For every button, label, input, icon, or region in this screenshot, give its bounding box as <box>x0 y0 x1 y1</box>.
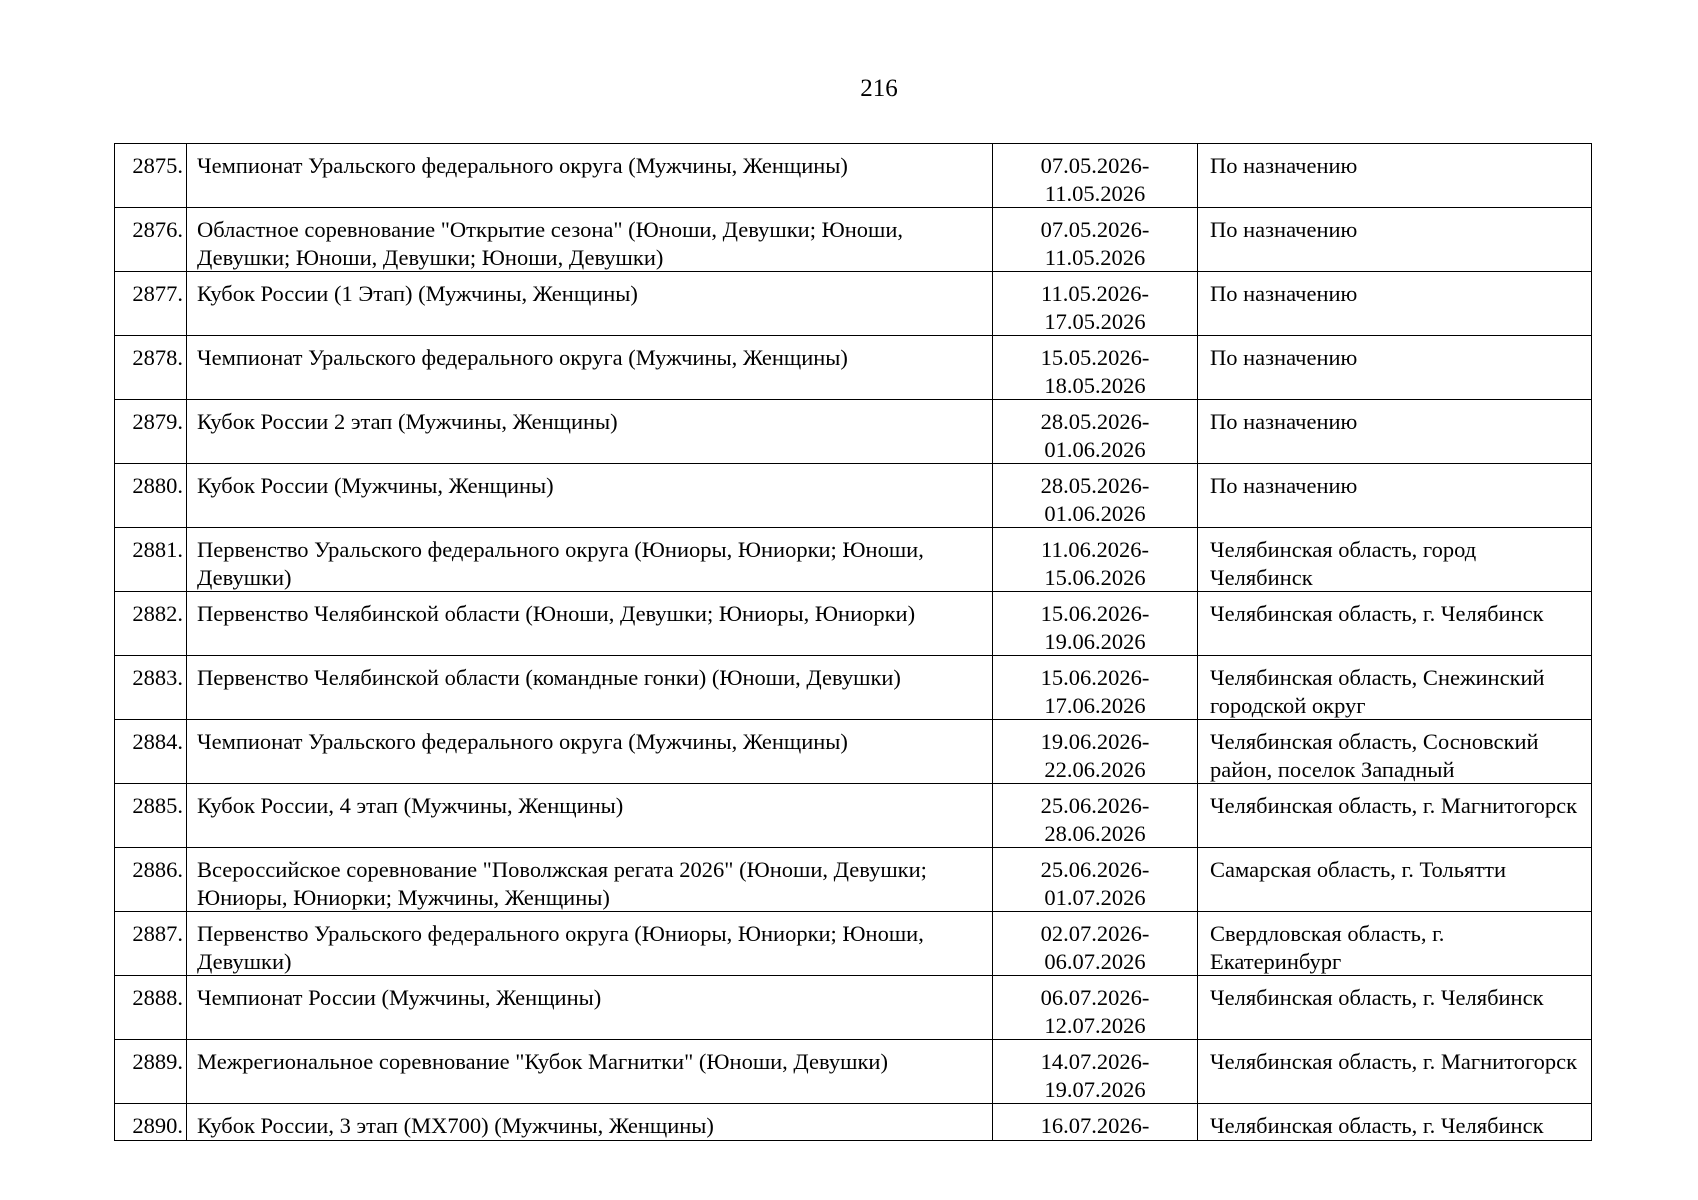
event-dates-cell <box>993 336 1198 400</box>
date-start: 11.05.2026- <box>1041 281 1149 306</box>
table-row <box>115 656 1592 720</box>
date-end: 11.05.2026 <box>1044 180 1146 206</box>
table-row <box>115 848 1592 912</box>
event-dates-cell <box>993 208 1198 272</box>
event-name-cell: Чемпионат России (Мужчины, Женщины) <box>187 976 993 1040</box>
table-row <box>115 720 1592 784</box>
event-name-cell: Кубок России 2 этап (Мужчины, Женщины) <box>187 400 993 464</box>
date-end: 15.06.2026 <box>1044 564 1146 590</box>
table-row <box>115 528 1592 592</box>
event-dates-cell <box>993 1040 1198 1104</box>
event-name-cell: Кубок России, 3 этап (MX700) (Мужчины, Женщины) <box>187 1104 993 1141</box>
table-row <box>115 912 1592 976</box>
events-table <box>114 143 1592 1141</box>
event-dates-cell <box>993 784 1198 848</box>
table-row <box>115 272 1592 336</box>
event-name-cell: Первенство Челябинской области (командные гонки) (Юноши, Девушки) <box>187 656 993 720</box>
date-end: 22.06.2026 <box>1044 756 1146 782</box>
event-place-cell: Самарская область, г. Тольятти <box>1198 848 1592 912</box>
event-dates-cell <box>993 592 1198 656</box>
event-dates-cell <box>993 656 1198 720</box>
event-name-cell: Первенство Уральского федерального округа (Юниоры, Юниорки; Юноши, Девушки) <box>187 912 993 976</box>
date-start: 16.07.2026- <box>1040 1113 1150 1138</box>
event-place-cell: По назначению <box>1198 464 1592 528</box>
event-place-cell: Челябинская область, Снежинский городской округ <box>1198 656 1592 720</box>
row-number-cell: 2888. <box>115 976 187 1040</box>
row-number-cell: 2876. <box>115 208 187 272</box>
date-end: 06.07.2026 <box>1044 948 1146 974</box>
event-name-cell: Областное соревнование "Открытие сезона" (Юноши, Девушки; Юноши, Девушки; Юноши, Девушки; Юноши, Девушки) <box>187 208 993 272</box>
date-end: 17.05.2026 <box>1044 308 1146 334</box>
event-place-cell: Челябинская область, г. Магнитогорск <box>1198 1040 1592 1104</box>
date-start: 06.07.2026- <box>1040 985 1150 1010</box>
event-name-cell: Кубок России (Мужчины, Женщины) <box>187 464 993 528</box>
event-place-cell: Челябинская область, город Челябинск <box>1198 528 1592 592</box>
date-end: 01.07.2026 <box>1044 884 1146 910</box>
event-dates-cell <box>993 144 1198 208</box>
event-place-cell: Челябинская область, г. Челябинск <box>1198 1104 1592 1141</box>
row-number-cell: 2889. <box>115 1040 187 1104</box>
row-number-cell: 2880. <box>115 464 187 528</box>
date-end: 11.05.2026 <box>1044 244 1146 270</box>
table-row <box>115 400 1592 464</box>
event-dates-cell <box>993 848 1198 912</box>
date-end: 18.05.2026 <box>1044 372 1146 398</box>
event-place-cell: По назначению <box>1198 144 1592 208</box>
row-number-cell: 2881. <box>115 528 187 592</box>
event-dates-cell <box>993 528 1198 592</box>
date-end: 28.06.2026 <box>1044 820 1146 846</box>
date-start: 02.07.2026- <box>1040 921 1150 946</box>
row-number-cell: 2886. <box>115 848 187 912</box>
events-table-body <box>115 144 1592 1141</box>
event-place-cell: Челябинская область, Сосновский район, поселок Западный <box>1198 720 1592 784</box>
table-row <box>115 592 1592 656</box>
event-dates-cell <box>993 1104 1198 1141</box>
event-dates-cell <box>993 272 1198 336</box>
row-number-cell: 2884. <box>115 720 187 784</box>
event-name-cell: Всероссийское соревнование "Поволжская регата 2026" (Юноши, Девушки; Юниоры, Юниорки; Мужчины, Женщины) <box>187 848 993 912</box>
date-start: 14.07.2026- <box>1040 1049 1150 1074</box>
date-start: 15.06.2026- <box>1040 601 1150 626</box>
row-number-cell: 2877. <box>115 272 187 336</box>
date-start: 07.05.2026- <box>1040 217 1150 242</box>
event-name-cell: Кубок России (1 Этап) (Мужчины, Женщины) <box>187 272 993 336</box>
row-number-cell: 2879. <box>115 400 187 464</box>
event-name-cell: Межрегиональное соревнование "Кубок Магнитки" (Юноши, Девушки) <box>187 1040 993 1104</box>
date-start: 11.06.2026- <box>1041 537 1149 562</box>
page-number: 216 <box>860 75 898 102</box>
row-number-cell: 2882. <box>115 592 187 656</box>
date-end: 12.07.2026 <box>1044 1012 1146 1038</box>
table-row <box>115 144 1592 208</box>
event-name-cell: Чемпионат Уральского федерального округа (Мужчины, Женщины) <box>187 720 993 784</box>
event-place-cell: По назначению <box>1198 400 1592 464</box>
table-row <box>115 1104 1592 1141</box>
event-place-cell: По назначению <box>1198 208 1592 272</box>
date-end: 19.07.2026 <box>1044 1076 1146 1102</box>
event-dates-cell <box>993 464 1198 528</box>
date-start: 25.06.2026- <box>1040 793 1150 818</box>
date-start: 15.06.2026- <box>1040 665 1150 690</box>
table-row <box>115 336 1592 400</box>
event-name-cell: Кубок России, 4 этап (Мужчины, Женщины) <box>187 784 993 848</box>
date-start: 25.06.2026- <box>1040 857 1150 882</box>
event-dates-cell <box>993 912 1198 976</box>
row-number-cell: 2887. <box>115 912 187 976</box>
row-number-cell: 2883. <box>115 656 187 720</box>
event-place-cell: По назначению <box>1198 336 1592 400</box>
date-end: 01.06.2026 <box>1044 500 1146 526</box>
date-start: 28.05.2026- <box>1040 473 1150 498</box>
date-start: 28.05.2026- <box>1040 409 1150 434</box>
table-row <box>115 784 1592 848</box>
event-place-cell: Свердловская область, г. Екатеринбург <box>1198 912 1592 976</box>
event-name-cell: Чемпионат Уральского федерального округа (Мужчины, Женщины) <box>187 144 993 208</box>
event-dates-cell <box>993 400 1198 464</box>
table-row <box>115 464 1592 528</box>
row-number-cell: 2890. <box>115 1104 187 1141</box>
date-start: 07.05.2026- <box>1040 153 1150 178</box>
event-name-cell: Первенство Уральского федерального округа (Юниоры, Юниорки; Юноши, Девушки) <box>187 528 993 592</box>
event-place-cell: По назначению <box>1198 272 1592 336</box>
table-row <box>115 976 1592 1040</box>
event-place-cell: Челябинская область, г. Магнитогорск <box>1198 784 1592 848</box>
row-number-cell: 2885. <box>115 784 187 848</box>
event-name-cell: Чемпионат Уральского федерального округа (Мужчины, Женщины) <box>187 336 993 400</box>
event-dates-cell <box>993 720 1198 784</box>
date-end: 19.06.2026 <box>1044 628 1146 654</box>
row-number-cell: 2875. <box>115 144 187 208</box>
row-number-cell: 2878. <box>115 336 187 400</box>
event-name-cell: Первенство Челябинской области (Юноши, Девушки; Юниоры, Юниорки) <box>187 592 993 656</box>
date-start: 19.06.2026- <box>1040 729 1150 754</box>
event-dates-cell <box>993 976 1198 1040</box>
event-place-cell: Челябинская область, г. Челябинск <box>1198 592 1592 656</box>
date-start: 15.05.2026- <box>1040 345 1150 370</box>
table-row <box>115 1040 1592 1104</box>
date-end: 01.06.2026 <box>1044 436 1146 462</box>
event-place-cell: Челябинская область, г. Челябинск <box>1198 976 1592 1040</box>
date-end: 17.06.2026 <box>1044 692 1146 718</box>
table-row <box>115 208 1592 272</box>
